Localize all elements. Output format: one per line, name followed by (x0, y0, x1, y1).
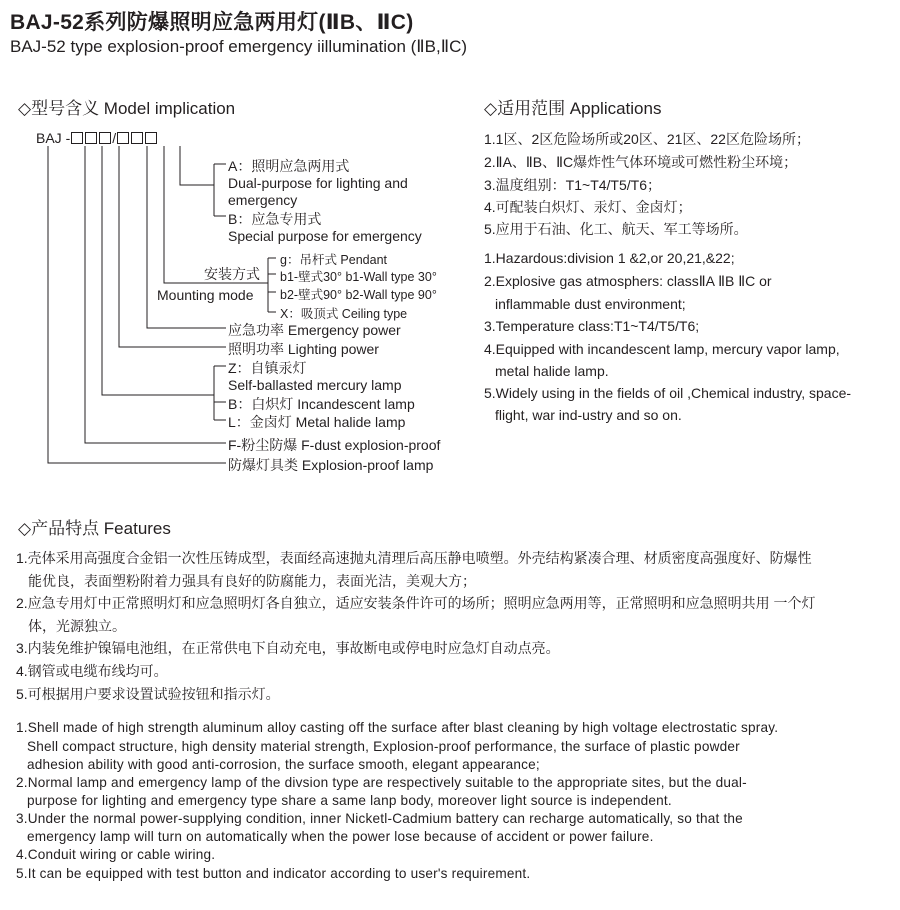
model-l-lamp: L：金卤灯 Metal halide lamp (228, 414, 406, 430)
model-z-cn: Z：自镇汞灯 (228, 360, 307, 376)
model-code-prefix: BAJ - (36, 130, 71, 146)
app-en-item: flight, war ind-ustry and so on. (495, 407, 682, 423)
model-a-en2: emergency (228, 192, 298, 208)
model-b-cn: B：应急专用式 (228, 211, 322, 227)
mount-x: X：吸顶式 Ceiling type (280, 307, 408, 321)
feature-cn-line: 能优良，表面塑粉附着力强具有良好的防腐能力，表面光洁，美观大方； (28, 573, 476, 589)
app-en-item: 4.Equipped with incandescent lamp, mercury vapor lamp, (484, 341, 840, 357)
feature-cn-line: 2.应急专用灯中正常照明灯和应急照明灯各自独立，适应安装条件许可的场所；照明应急两用等，正常照明和应急照明共用 一个灯 (16, 595, 816, 611)
feature-en-line: purpose for lighting and emergency type share a same lanp body, moreover light source is independent. (27, 793, 672, 808)
feature-en-line: 5.It can be equipped with test button and indicator according to user's requirement. (16, 866, 531, 881)
model-light-power: 照明功率 Lighting power (228, 341, 379, 357)
feature-en-line: emergency lamp will turn on automatically when the power lose because of accident or power failure. (27, 829, 654, 844)
model-b-lamp: B：白炽灯 Incandescent lamp (228, 396, 415, 412)
feature-cn-line: 3.内装免维护镍镉电池组，在正常供电下自动充电，事故断电或停电时应急灯自动点亮。 (16, 640, 560, 656)
app-cn-item: 4.可配装白炽灯、汞灯、金卤灯； (484, 199, 692, 215)
app-en-item: inflammable dust environment; (495, 296, 686, 312)
model-f-dust: F-粉尘防爆 F-dust explosion-proof (228, 437, 441, 453)
features-heading: ◇产品特点 Features (18, 519, 171, 538)
app-en-item: 5.Widely using in the fields of oil ,Chemical industry, space- (484, 385, 852, 401)
feature-en-line: 2.Normal lamp and emergency lamp of the divsion type are respectively suitable to the appropriate sites, but the dual- (16, 775, 747, 790)
app-en-item: 1.Hazardous:division 1 &2,or 20,21,&22; (484, 250, 735, 266)
feature-cn-line: 体，光源独立。 (28, 618, 126, 634)
model-b-en: Special purpose for emergency (228, 228, 422, 244)
feature-cn-line: 1.壳体采用高强度合金铝一次性压铸成型，表面经高速抛丸清理后高压静电喷塑。外壳结构紧凑合理、材质密度高强度好、防爆性 (16, 550, 812, 566)
feature-cn-line: 5.可根据用户要求设置试验按钮和指示灯。 (16, 686, 280, 702)
feature-en-line: 3.Under the normal power-supplying condition, inner Nicketl-Cadmium battery can recharge automatically, so that the (16, 811, 743, 826)
model-code-slash: / (112, 130, 117, 146)
app-en-item: metal halide lamp. (495, 363, 609, 379)
mount-label-cn: 安装方式 (204, 266, 260, 282)
model-heading: ◇型号含义 Model implication (18, 99, 236, 118)
app-cn-item: 2.ⅡA、ⅡB、ⅡC爆炸性气体环境或可燃性粉尘环境； (484, 154, 798, 170)
applications-heading: ◇适用范围 Applications (484, 99, 662, 118)
page-subtitle: BAJ-52 type explosion-proof emergency iillumination (ⅡB,ⅡC) (10, 37, 468, 56)
mount-b2: b2-壁式90° b2-Wall type 90° (280, 288, 437, 302)
app-en-item: 3.Temperature class:T1~T4/T5/T6; (484, 318, 700, 334)
model-z-en: Self-ballasted mercury lamp (228, 377, 402, 393)
mount-g: g：吊杆式 Pendant (280, 253, 387, 267)
mount-b1: b1-壁式30° b1-Wall type 30° (280, 270, 437, 284)
model-a-en: Dual-purpose for lighting and (228, 175, 408, 191)
app-cn-item: 5.应用于石油、化工、航天、军工等场所。 (484, 221, 748, 237)
page-title: BAJ-52系列防爆照明应急两用灯(ⅡB、ⅡC) (10, 11, 414, 34)
feature-cn-line: 4.钢管或电缆布线均可。 (16, 663, 168, 679)
feature-en-line: 4.Conduit wiring or cable wiring. (16, 847, 216, 862)
app-cn-item: 1.1区、2区危险场所或20区、21区、22区危险场所； (484, 131, 810, 147)
feature-en-line: Shell compact structure, high density material strength, Explosion-proof performance, the surface of plastic powder (27, 739, 740, 754)
app-cn-item: 3.温度组别：T1~T4/T5/T6； (484, 177, 661, 193)
model-em-power: 应急功率 Emergency power (228, 322, 401, 338)
mount-label-en: Mounting mode (157, 287, 254, 303)
app-en-item: 2.Explosive gas atmosphers: classⅡA ⅡB ⅡC or (484, 273, 772, 289)
feature-en-line: 1.Shell made of high strength aluminum alloy casting off the surface after blast cleaning by high voltage electrostatic spray. (16, 720, 779, 735)
model-a-cn: A：照明应急两用式 (228, 158, 350, 174)
model-explosion-proof: 防爆灯具类 Explosion-proof lamp (228, 457, 434, 473)
feature-en-line: adhesion ability with good anti-corrosion, the surface smooth, elegant appearance; (27, 757, 540, 772)
